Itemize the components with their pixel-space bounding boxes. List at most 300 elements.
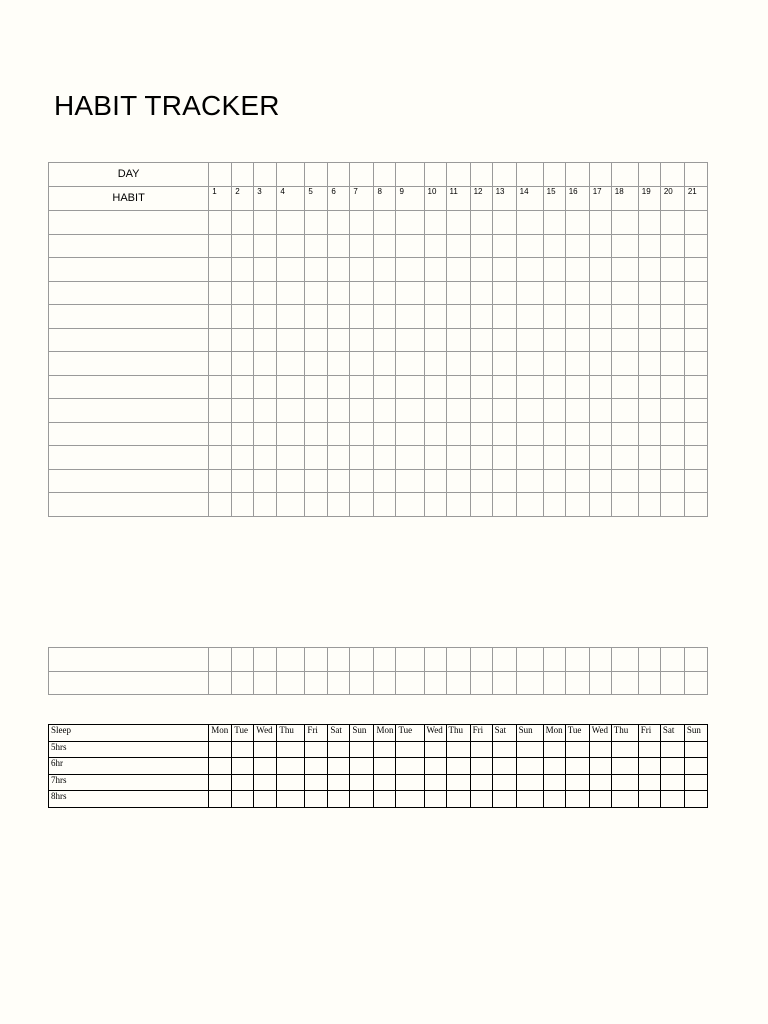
habit-check-cell[interactable] xyxy=(209,305,232,329)
habit-check-cell[interactable] xyxy=(396,469,424,493)
habit-check-cell[interactable] xyxy=(543,211,565,235)
habit-check-cell[interactable] xyxy=(565,469,589,493)
habit-check-cell[interactable] xyxy=(516,446,543,470)
sleep-check-cell[interactable] xyxy=(396,741,424,758)
extra-check-cell[interactable] xyxy=(638,671,660,695)
habit-check-cell[interactable] xyxy=(328,493,350,517)
habit-check-cell[interactable] xyxy=(492,258,516,282)
sleep-check-cell[interactable] xyxy=(611,758,638,775)
habit-name-cell[interactable] xyxy=(49,375,209,399)
habit-check-cell[interactable] xyxy=(209,399,232,423)
habit-check-cell[interactable] xyxy=(374,258,396,282)
extra-check-cell[interactable] xyxy=(424,671,446,695)
sleep-check-cell[interactable] xyxy=(470,791,492,808)
habit-name-cell[interactable] xyxy=(49,446,209,470)
habit-name-cell[interactable] xyxy=(49,211,209,235)
habit-check-cell[interactable] xyxy=(516,469,543,493)
habit-name-cell[interactable] xyxy=(49,234,209,258)
habit-check-cell[interactable] xyxy=(328,234,350,258)
sleep-check-cell[interactable] xyxy=(305,741,328,758)
habit-check-cell[interactable] xyxy=(254,234,277,258)
habit-check-cell[interactable] xyxy=(638,446,660,470)
sleep-check-cell[interactable] xyxy=(611,791,638,808)
habit-name-cell[interactable] xyxy=(49,305,209,329)
habit-check-cell[interactable] xyxy=(565,281,589,305)
habit-check-cell[interactable] xyxy=(396,375,424,399)
habit-check-cell[interactable] xyxy=(589,211,611,235)
extra-check-cell[interactable] xyxy=(543,648,565,672)
habit-check-cell[interactable] xyxy=(305,211,328,235)
extra-check-cell[interactable] xyxy=(470,671,492,695)
habit-check-cell[interactable] xyxy=(328,375,350,399)
extra-check-cell[interactable] xyxy=(328,648,350,672)
habit-check-cell[interactable] xyxy=(209,234,232,258)
sleep-check-cell[interactable] xyxy=(684,741,707,758)
habit-check-cell[interactable] xyxy=(638,234,660,258)
sleep-check-cell[interactable] xyxy=(470,774,492,791)
habit-check-cell[interactable] xyxy=(374,422,396,446)
habit-check-cell[interactable] xyxy=(516,422,543,446)
sleep-check-cell[interactable] xyxy=(254,741,277,758)
habit-check-cell[interactable] xyxy=(638,211,660,235)
habit-check-cell[interactable] xyxy=(660,211,684,235)
sleep-check-cell[interactable] xyxy=(350,791,374,808)
habit-check-cell[interactable] xyxy=(543,234,565,258)
sleep-check-cell[interactable] xyxy=(328,791,350,808)
sleep-check-cell[interactable] xyxy=(492,774,516,791)
habit-check-cell[interactable] xyxy=(350,234,374,258)
habit-check-cell[interactable] xyxy=(589,446,611,470)
extra-check-cell[interactable] xyxy=(660,671,684,695)
habit-check-cell[interactable] xyxy=(611,399,638,423)
habit-check-cell[interactable] xyxy=(328,305,350,329)
sleep-check-cell[interactable] xyxy=(232,791,254,808)
habit-check-cell[interactable] xyxy=(328,446,350,470)
sleep-check-cell[interactable] xyxy=(565,758,589,775)
habit-check-cell[interactable] xyxy=(543,375,565,399)
habit-check-cell[interactable] xyxy=(446,469,470,493)
habit-check-cell[interactable] xyxy=(470,375,492,399)
sleep-check-cell[interactable] xyxy=(374,741,396,758)
habit-check-cell[interactable] xyxy=(543,422,565,446)
habit-check-cell[interactable] xyxy=(492,399,516,423)
sleep-check-cell[interactable] xyxy=(446,741,470,758)
habit-name-cell[interactable] xyxy=(49,258,209,282)
habit-check-cell[interactable] xyxy=(350,328,374,352)
sleep-check-cell[interactable] xyxy=(328,741,350,758)
sleep-check-cell[interactable] xyxy=(516,774,543,791)
habit-check-cell[interactable] xyxy=(350,211,374,235)
habit-check-cell[interactable] xyxy=(424,375,446,399)
habit-check-cell[interactable] xyxy=(446,258,470,282)
extra-check-cell[interactable] xyxy=(565,671,589,695)
extra-check-cell[interactable] xyxy=(684,671,707,695)
habit-check-cell[interactable] xyxy=(209,258,232,282)
habit-check-cell[interactable] xyxy=(350,305,374,329)
habit-check-cell[interactable] xyxy=(543,281,565,305)
sleep-check-cell[interactable] xyxy=(209,758,232,775)
habit-check-cell[interactable] xyxy=(209,422,232,446)
habit-check-cell[interactable] xyxy=(470,211,492,235)
habit-check-cell[interactable] xyxy=(209,328,232,352)
sleep-check-cell[interactable] xyxy=(374,774,396,791)
sleep-check-cell[interactable] xyxy=(277,774,305,791)
habit-check-cell[interactable] xyxy=(350,399,374,423)
habit-check-cell[interactable] xyxy=(543,352,565,376)
habit-check-cell[interactable] xyxy=(611,328,638,352)
habit-check-cell[interactable] xyxy=(611,375,638,399)
sleep-check-cell[interactable] xyxy=(374,791,396,808)
sleep-check-cell[interactable] xyxy=(589,758,611,775)
habit-check-cell[interactable] xyxy=(660,234,684,258)
habit-check-cell[interactable] xyxy=(446,234,470,258)
habit-check-cell[interactable] xyxy=(516,234,543,258)
habit-check-cell[interactable] xyxy=(254,469,277,493)
habit-check-cell[interactable] xyxy=(350,258,374,282)
sleep-check-cell[interactable] xyxy=(277,741,305,758)
sleep-check-cell[interactable] xyxy=(492,791,516,808)
extra-check-cell[interactable] xyxy=(611,648,638,672)
habit-check-cell[interactable] xyxy=(660,305,684,329)
extra-check-cell[interactable] xyxy=(374,648,396,672)
sleep-check-cell[interactable] xyxy=(589,774,611,791)
habit-check-cell[interactable] xyxy=(232,258,254,282)
sleep-check-cell[interactable] xyxy=(446,774,470,791)
habit-check-cell[interactable] xyxy=(565,234,589,258)
habit-check-cell[interactable] xyxy=(374,375,396,399)
habit-check-cell[interactable] xyxy=(492,422,516,446)
sleep-check-cell[interactable] xyxy=(424,791,446,808)
habit-check-cell[interactable] xyxy=(470,422,492,446)
habit-check-cell[interactable] xyxy=(424,399,446,423)
habit-check-cell[interactable] xyxy=(396,234,424,258)
habit-check-cell[interactable] xyxy=(277,352,305,376)
habit-check-cell[interactable] xyxy=(277,234,305,258)
habit-check-cell[interactable] xyxy=(254,375,277,399)
habit-check-cell[interactable] xyxy=(611,281,638,305)
habit-check-cell[interactable] xyxy=(446,446,470,470)
sleep-check-cell[interactable] xyxy=(684,774,707,791)
habit-check-cell[interactable] xyxy=(277,375,305,399)
habit-check-cell[interactable] xyxy=(374,234,396,258)
habit-check-cell[interactable] xyxy=(424,422,446,446)
habit-check-cell[interactable] xyxy=(611,305,638,329)
habit-check-cell[interactable] xyxy=(232,469,254,493)
sleep-check-cell[interactable] xyxy=(611,741,638,758)
habit-check-cell[interactable] xyxy=(396,281,424,305)
habit-check-cell[interactable] xyxy=(660,258,684,282)
habit-name-cell[interactable] xyxy=(49,328,209,352)
extra-check-cell[interactable] xyxy=(277,671,305,695)
habit-check-cell[interactable] xyxy=(492,469,516,493)
habit-check-cell[interactable] xyxy=(232,375,254,399)
habit-check-cell[interactable] xyxy=(424,469,446,493)
sleep-check-cell[interactable] xyxy=(305,758,328,775)
sleep-check-cell[interactable] xyxy=(254,791,277,808)
habit-check-cell[interactable] xyxy=(277,328,305,352)
habit-check-cell[interactable] xyxy=(684,399,707,423)
habit-check-cell[interactable] xyxy=(543,305,565,329)
habit-check-cell[interactable] xyxy=(277,281,305,305)
habit-check-cell[interactable] xyxy=(254,399,277,423)
habit-check-cell[interactable] xyxy=(589,258,611,282)
habit-check-cell[interactable] xyxy=(589,493,611,517)
sleep-check-cell[interactable] xyxy=(254,758,277,775)
habit-check-cell[interactable] xyxy=(305,469,328,493)
extra-check-cell[interactable] xyxy=(305,648,328,672)
habit-check-cell[interactable] xyxy=(328,469,350,493)
habit-check-cell[interactable] xyxy=(470,281,492,305)
habit-check-cell[interactable] xyxy=(424,234,446,258)
habit-check-cell[interactable] xyxy=(305,446,328,470)
habit-check-cell[interactable] xyxy=(277,446,305,470)
habit-check-cell[interactable] xyxy=(446,281,470,305)
habit-check-cell[interactable] xyxy=(565,375,589,399)
habit-check-cell[interactable] xyxy=(684,305,707,329)
habit-check-cell[interactable] xyxy=(589,281,611,305)
habit-check-cell[interactable] xyxy=(638,422,660,446)
habit-check-cell[interactable] xyxy=(446,493,470,517)
habit-name-cell[interactable] xyxy=(49,422,209,446)
sleep-check-cell[interactable] xyxy=(446,758,470,775)
sleep-check-cell[interactable] xyxy=(492,741,516,758)
habit-check-cell[interactable] xyxy=(492,493,516,517)
habit-check-cell[interactable] xyxy=(328,352,350,376)
habit-check-cell[interactable] xyxy=(232,328,254,352)
habit-check-cell[interactable] xyxy=(350,352,374,376)
extra-check-cell[interactable] xyxy=(396,648,424,672)
habit-check-cell[interactable] xyxy=(638,352,660,376)
habit-check-cell[interactable] xyxy=(660,328,684,352)
habit-check-cell[interactable] xyxy=(589,422,611,446)
habit-check-cell[interactable] xyxy=(374,211,396,235)
habit-check-cell[interactable] xyxy=(254,328,277,352)
extra-check-cell[interactable] xyxy=(232,671,254,695)
habit-check-cell[interactable] xyxy=(254,446,277,470)
habit-check-cell[interactable] xyxy=(684,281,707,305)
habit-check-cell[interactable] xyxy=(492,211,516,235)
habit-check-cell[interactable] xyxy=(470,352,492,376)
habit-check-cell[interactable] xyxy=(638,375,660,399)
habit-check-cell[interactable] xyxy=(374,493,396,517)
habit-check-cell[interactable] xyxy=(277,305,305,329)
habit-check-cell[interactable] xyxy=(446,399,470,423)
extra-check-cell[interactable] xyxy=(277,648,305,672)
habit-check-cell[interactable] xyxy=(232,305,254,329)
sleep-check-cell[interactable] xyxy=(209,741,232,758)
habit-check-cell[interactable] xyxy=(543,328,565,352)
habit-check-cell[interactable] xyxy=(589,469,611,493)
extra-check-cell[interactable] xyxy=(516,648,543,672)
habit-check-cell[interactable] xyxy=(611,446,638,470)
habit-check-cell[interactable] xyxy=(374,281,396,305)
sleep-check-cell[interactable] xyxy=(638,758,660,775)
habit-check-cell[interactable] xyxy=(374,399,396,423)
extra-check-cell[interactable] xyxy=(374,671,396,695)
habit-check-cell[interactable] xyxy=(277,493,305,517)
habit-check-cell[interactable] xyxy=(254,211,277,235)
habit-check-cell[interactable] xyxy=(446,211,470,235)
sleep-check-cell[interactable] xyxy=(638,741,660,758)
sleep-check-cell[interactable] xyxy=(660,758,684,775)
sleep-check-cell[interactable] xyxy=(209,791,232,808)
habit-check-cell[interactable] xyxy=(492,305,516,329)
extra-check-cell[interactable] xyxy=(589,648,611,672)
sleep-check-cell[interactable] xyxy=(424,741,446,758)
sleep-check-cell[interactable] xyxy=(277,758,305,775)
extra-check-cell[interactable] xyxy=(543,671,565,695)
sleep-check-cell[interactable] xyxy=(543,774,565,791)
habit-check-cell[interactable] xyxy=(232,422,254,446)
habit-check-cell[interactable] xyxy=(660,446,684,470)
habit-check-cell[interactable] xyxy=(396,422,424,446)
habit-check-cell[interactable] xyxy=(543,469,565,493)
habit-check-cell[interactable] xyxy=(446,422,470,446)
habit-check-cell[interactable] xyxy=(350,281,374,305)
habit-check-cell[interactable] xyxy=(589,352,611,376)
sleep-check-cell[interactable] xyxy=(424,758,446,775)
sleep-check-cell[interactable] xyxy=(209,774,232,791)
habit-check-cell[interactable] xyxy=(565,422,589,446)
sleep-check-cell[interactable] xyxy=(565,741,589,758)
habit-check-cell[interactable] xyxy=(565,493,589,517)
extra-check-cell[interactable] xyxy=(516,671,543,695)
sleep-check-cell[interactable] xyxy=(543,741,565,758)
habit-check-cell[interactable] xyxy=(374,305,396,329)
habit-check-cell[interactable] xyxy=(638,328,660,352)
habit-check-cell[interactable] xyxy=(232,211,254,235)
habit-check-cell[interactable] xyxy=(254,305,277,329)
sleep-check-cell[interactable] xyxy=(350,741,374,758)
habit-check-cell[interactable] xyxy=(305,234,328,258)
sleep-check-cell[interactable] xyxy=(684,791,707,808)
habit-check-cell[interactable] xyxy=(277,422,305,446)
habit-check-cell[interactable] xyxy=(305,493,328,517)
habit-check-cell[interactable] xyxy=(589,328,611,352)
habit-check-cell[interactable] xyxy=(492,281,516,305)
habit-check-cell[interactable] xyxy=(305,305,328,329)
habit-check-cell[interactable] xyxy=(516,328,543,352)
habit-check-cell[interactable] xyxy=(565,211,589,235)
habit-check-cell[interactable] xyxy=(424,305,446,329)
habit-check-cell[interactable] xyxy=(565,399,589,423)
habit-check-cell[interactable] xyxy=(328,258,350,282)
habit-check-cell[interactable] xyxy=(446,352,470,376)
extra-check-cell[interactable] xyxy=(684,648,707,672)
habit-check-cell[interactable] xyxy=(424,352,446,376)
habit-check-cell[interactable] xyxy=(328,281,350,305)
extra-check-cell[interactable] xyxy=(232,648,254,672)
habit-check-cell[interactable] xyxy=(209,446,232,470)
habit-check-cell[interactable] xyxy=(516,281,543,305)
sleep-check-cell[interactable] xyxy=(565,791,589,808)
sleep-check-cell[interactable] xyxy=(232,741,254,758)
habit-check-cell[interactable] xyxy=(611,258,638,282)
habit-check-cell[interactable] xyxy=(277,399,305,423)
sleep-check-cell[interactable] xyxy=(446,791,470,808)
habit-check-cell[interactable] xyxy=(516,493,543,517)
extra-check-cell[interactable] xyxy=(396,671,424,695)
habit-check-cell[interactable] xyxy=(684,234,707,258)
habit-check-cell[interactable] xyxy=(565,446,589,470)
sleep-check-cell[interactable] xyxy=(470,741,492,758)
habit-check-cell[interactable] xyxy=(232,399,254,423)
extra-check-cell[interactable] xyxy=(350,648,374,672)
sleep-check-cell[interactable] xyxy=(396,791,424,808)
habit-check-cell[interactable] xyxy=(396,258,424,282)
habit-check-cell[interactable] xyxy=(232,352,254,376)
habit-check-cell[interactable] xyxy=(516,375,543,399)
extra-check-cell[interactable] xyxy=(638,648,660,672)
habit-check-cell[interactable] xyxy=(611,493,638,517)
habit-check-cell[interactable] xyxy=(396,399,424,423)
habit-check-cell[interactable] xyxy=(424,211,446,235)
extra-check-cell[interactable] xyxy=(660,648,684,672)
habit-check-cell[interactable] xyxy=(492,328,516,352)
habit-check-cell[interactable] xyxy=(232,234,254,258)
habit-check-cell[interactable] xyxy=(660,422,684,446)
sleep-check-cell[interactable] xyxy=(684,758,707,775)
sleep-check-cell[interactable] xyxy=(516,758,543,775)
habit-check-cell[interactable] xyxy=(611,211,638,235)
habit-check-cell[interactable] xyxy=(660,469,684,493)
habit-check-cell[interactable] xyxy=(516,258,543,282)
sleep-check-cell[interactable] xyxy=(589,791,611,808)
habit-check-cell[interactable] xyxy=(396,328,424,352)
habit-check-cell[interactable] xyxy=(470,469,492,493)
habit-name-cell[interactable] xyxy=(49,469,209,493)
habit-check-cell[interactable] xyxy=(589,399,611,423)
sleep-check-cell[interactable] xyxy=(589,741,611,758)
sleep-check-cell[interactable] xyxy=(328,774,350,791)
habit-check-cell[interactable] xyxy=(589,375,611,399)
habit-check-cell[interactable] xyxy=(350,446,374,470)
habit-check-cell[interactable] xyxy=(470,399,492,423)
extra-check-cell[interactable] xyxy=(565,648,589,672)
habit-check-cell[interactable] xyxy=(350,422,374,446)
habit-check-cell[interactable] xyxy=(684,258,707,282)
habit-check-cell[interactable] xyxy=(424,328,446,352)
habit-name-cell[interactable] xyxy=(49,352,209,376)
habit-check-cell[interactable] xyxy=(396,211,424,235)
habit-check-cell[interactable] xyxy=(684,493,707,517)
habit-check-cell[interactable] xyxy=(516,399,543,423)
habit-check-cell[interactable] xyxy=(516,305,543,329)
habit-check-cell[interactable] xyxy=(209,352,232,376)
habit-check-cell[interactable] xyxy=(424,281,446,305)
sleep-check-cell[interactable] xyxy=(660,774,684,791)
habit-check-cell[interactable] xyxy=(254,422,277,446)
habit-check-cell[interactable] xyxy=(638,399,660,423)
habit-name-cell[interactable] xyxy=(49,493,209,517)
habit-check-cell[interactable] xyxy=(660,375,684,399)
habit-check-cell[interactable] xyxy=(277,469,305,493)
sleep-check-cell[interactable] xyxy=(660,741,684,758)
sleep-check-cell[interactable] xyxy=(638,791,660,808)
habit-check-cell[interactable] xyxy=(424,493,446,517)
habit-check-cell[interactable] xyxy=(396,352,424,376)
habit-check-cell[interactable] xyxy=(305,281,328,305)
habit-check-cell[interactable] xyxy=(684,352,707,376)
sleep-check-cell[interactable] xyxy=(396,758,424,775)
habit-check-cell[interactable] xyxy=(684,328,707,352)
sleep-check-cell[interactable] xyxy=(516,741,543,758)
habit-check-cell[interactable] xyxy=(277,258,305,282)
habit-check-cell[interactable] xyxy=(684,211,707,235)
sleep-check-cell[interactable] xyxy=(516,791,543,808)
habit-check-cell[interactable] xyxy=(446,328,470,352)
habit-check-cell[interactable] xyxy=(254,281,277,305)
